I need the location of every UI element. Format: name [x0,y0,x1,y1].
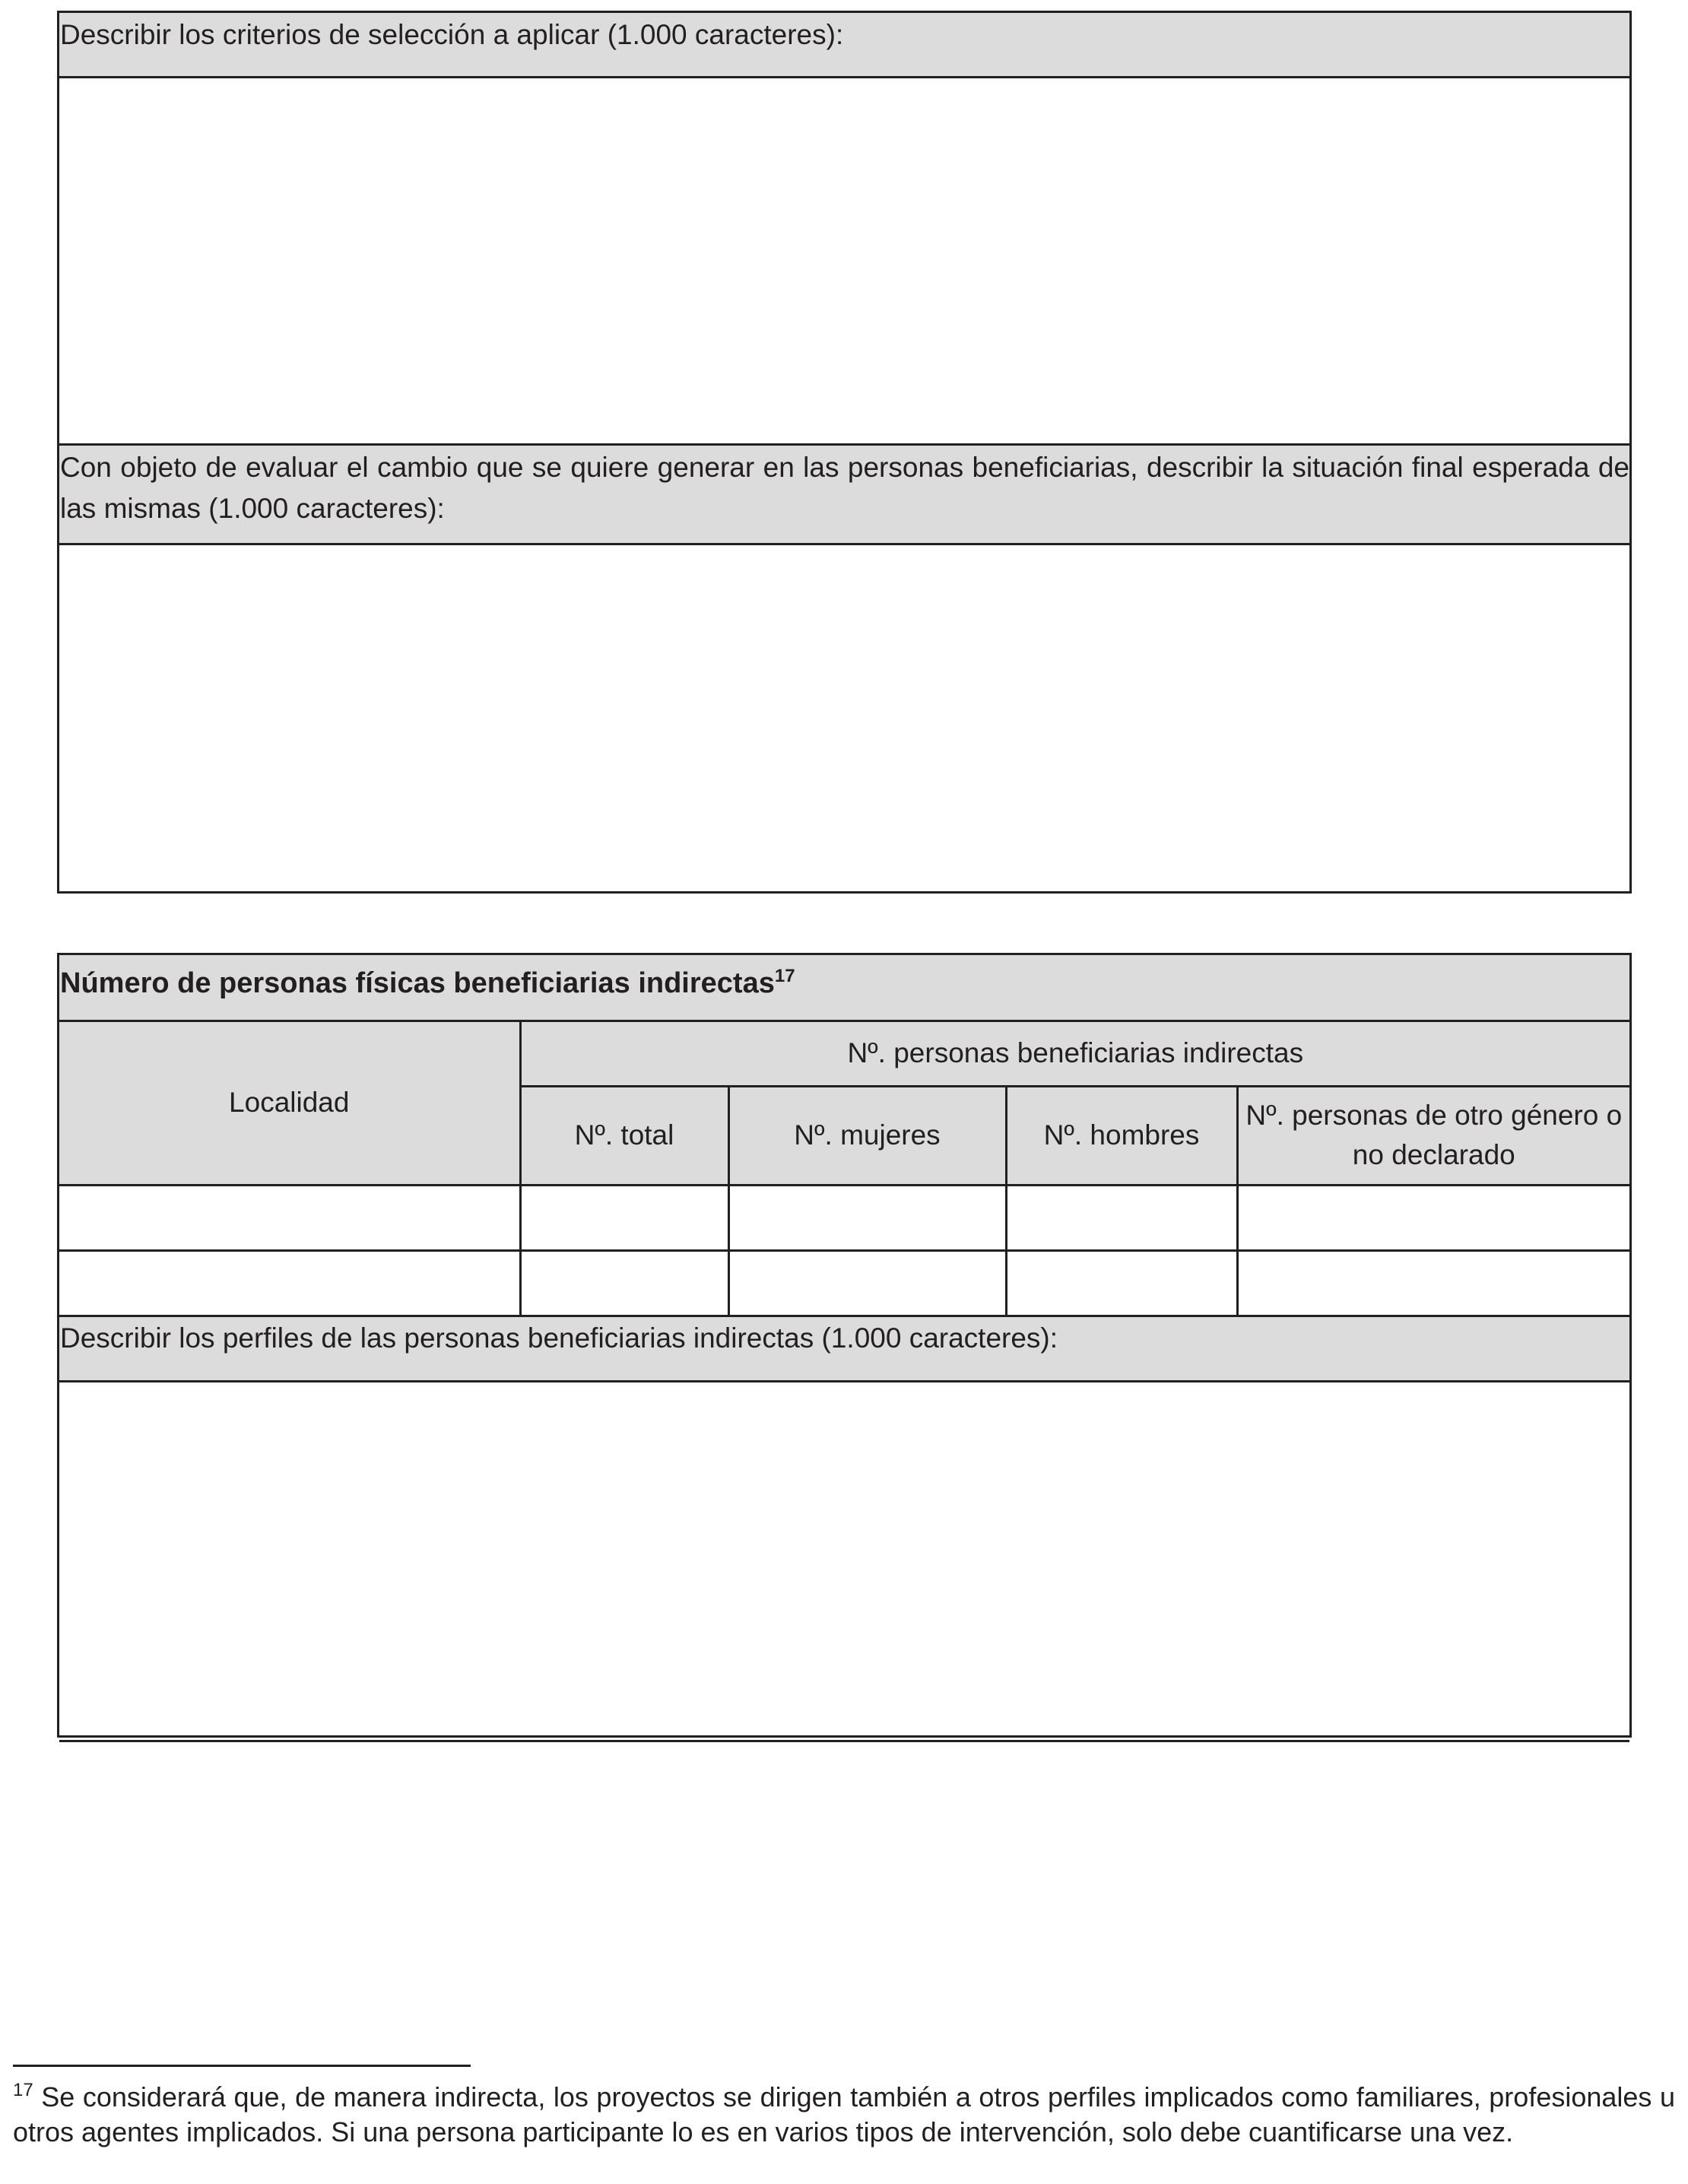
indirect-beneficiaries-section [57,953,1632,1738]
cell-men[interactable] [1006,1250,1237,1316]
criteria-input-area[interactable] [59,78,1629,443]
cell-other[interactable] [1237,1185,1629,1250]
cell-locality[interactable] [59,1250,520,1316]
final-situation-label: Con objeto de evaluar el cambio que se quiere generar en las personas beneficiarias, describir la situación final esperada de las mismas (1.000 caracteres): [59,443,1629,545]
profiles-label: Describir los perfiles de las personas beneficiarias indirectas (1.000 caracteres): [59,1316,1629,1381]
indirect-beneficiaries-table [59,955,1629,1742]
footnote-separator [13,2065,471,2067]
footnote-text: Se considerará que, de manera indirecta, los proyectos se dirigen también a otros perfiles implicados como familiares, profesionales u otros agentes implicados. Si una persona participante lo es en varios tipos de intervención, solo debe cuantificarse una vez. [13,2081,1675,2147]
cell-total[interactable] [520,1250,728,1316]
table-title-text: Número de personas físicas beneficiarias indirectas [60,967,775,999]
col-header-locality: Localidad [59,1021,520,1185]
table-title [59,955,1629,1021]
final-situation-input-area[interactable] [59,545,1629,891]
col-header-other: Nº. personas de otro género o no declarado [1237,1086,1629,1185]
table-row [59,1250,1629,1316]
col-header-group: Nº. personas beneficiarias indirectas [520,1021,1629,1086]
col-header-total: Nº. total [520,1086,728,1185]
cell-men[interactable] [1006,1185,1237,1250]
footnote [13,2073,1675,2150]
cell-total[interactable] [520,1185,728,1250]
cell-women[interactable] [728,1185,1006,1250]
cell-other[interactable] [1237,1250,1629,1316]
selection-section [57,11,1632,894]
table-row [59,1185,1629,1250]
col-header-women: Nº. mujeres [728,1086,1006,1185]
cell-women[interactable] [728,1250,1006,1316]
footnote-number: 17 [13,2080,33,2100]
profiles-input-area[interactable] [59,1381,1629,1741]
col-header-men: Nº. hombres [1006,1086,1237,1185]
footnote-ref: 17 [774,966,795,986]
criteria-label: Describir los criterios de selección a aplicar (1.000 caracteres): [59,13,1629,78]
cell-locality[interactable] [59,1185,520,1250]
